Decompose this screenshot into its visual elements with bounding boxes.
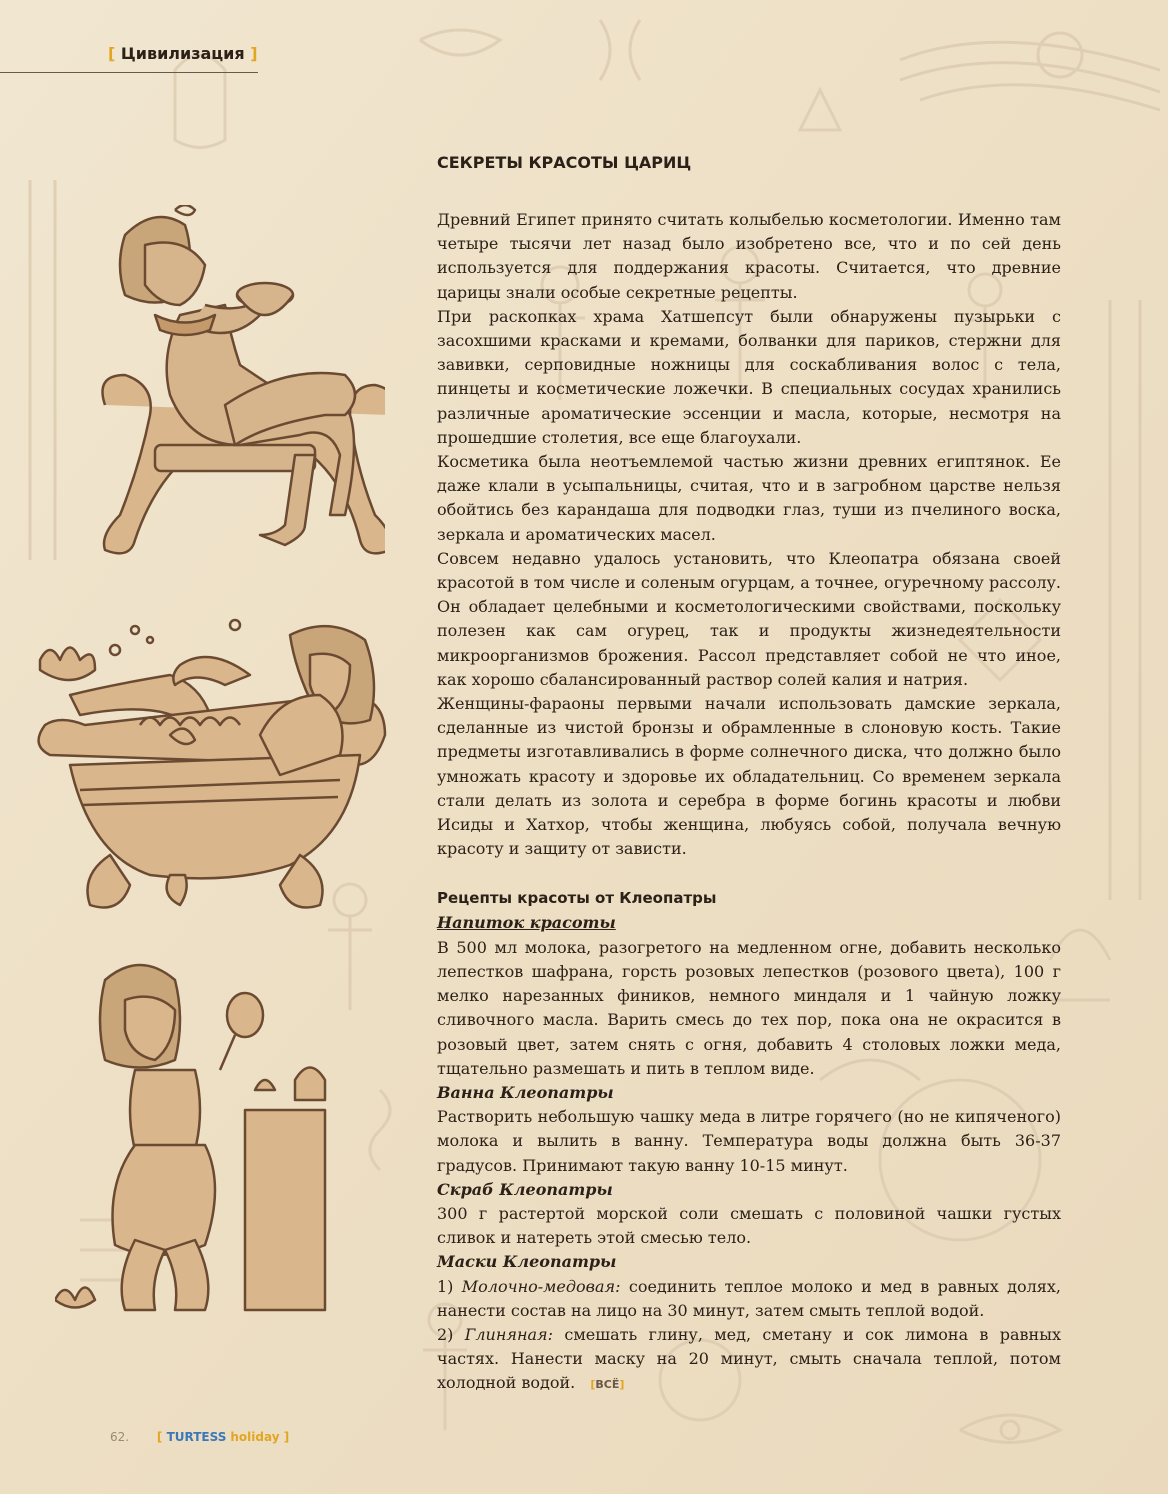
scrub-heading: Скраб Клеопатры [437,1179,613,1199]
mask-1-number: 1) [437,1276,454,1296]
paragraph: Совсем недавно удалось установить, что Клеопатра обязана своей красотой в том числе и соленым огурцам, а точнее, огуречному рассолу. Он обладает целебными и косметологическими свойствами, поскольку полезен как сам огурец, так и продукты жизнедеятельности микроорганизмов брожения. Рассол представляет собой не что иное, как хорошо сбалансированный раствор солей калия и натрия. [437,548,1061,689]
mask-2-number: 2) [437,1324,454,1344]
mask-1-name: Молочно-медовая: [461,1276,621,1296]
mask-2-name: Глиняная: [464,1324,554,1344]
magazine-brand: [ TURTESS holiday ] [156,1430,290,1444]
page-number: 62. [110,1430,130,1444]
section-label: Цивилизация [120,44,245,63]
masks-heading: Маски Клеопатры [437,1252,617,1272]
scrub-text: 300 г растертой морской соли смешать с половиной чашки густых сливок и натереть этой смесью тело. [437,1203,1061,1248]
brand-name-b: holiday [230,1430,280,1444]
mask-1 [437,1275,1061,1323]
brand-name-a: TURTESS [166,1430,227,1444]
illustration-woman-in-bath [20,615,405,925]
bath-text: Растворить небольшую чашку меда в литре горячего (но не кипяченого) молока и вылить в ванну. Температура воды должна быть 36-37 градусов. Принимают такую ванну 10-15 минут. [437,1107,1061,1175]
mask-1-text: соединить теплое молоко и мед в равных долях, нанести состав на лицо на 30 минут, затем смыть теплой водой. [437,1276,1062,1320]
mask-2 [437,1323,1061,1398]
paragraph: Древний Египет принято считать колыбелью косметологии. Именно там четыре тысячи лет назад было изобретено все, что и по сей день используется для поддержания красоты. Считается, что древние царицы знали особые секретные рецепты. [437,210,1061,302]
illustration-woman-with-bowl [85,205,385,570]
illustration-woman-with-mirror [55,960,355,1325]
paragraph: При раскопках храма Хатшепсут были обнаружены пузырьки с засохшими красками и кремами, болванки для париков, стержни для завивки, серповидные ножницы для соскабливания волос с тела, пинцеты и косметические ложечки. В специальных сосудах хранились различные ароматические эссенции и масла, которые, несмотря на прошедшие столетия, все еще благоухали. [437,306,1061,447]
page-footer [110,1430,289,1450]
bath-heading: Ванна Клеопатры [437,1082,614,1102]
mask-2-text: смешать глину, мед, сметану и сок лимона в равных частях. Нанести маску на 20 минут, смыть сначала теплой, потом холодной водой. [437,1324,1061,1393]
paragraph: Женщины-фараоны первыми начали использовать дамские зеркала, сделанные из чистой бронзы и обрамленные в слоновую кость. Такие предметы изготавливались в форме солнечного диска, что должно было умножать красоту и здоровье их обладательниц. Со временем зеркала стали делать из золота и серебра в форме богинь красоты и любви Исиды и Хатхор, чтобы женщина, любуясь собой, получала вечную красоту и защиту от зависти. [437,694,1061,859]
paragraph: Косметика была неотъемлемой частью жизни древних египтянок. Ее даже клали в усыпальницы, считая, что и в загробном царстве нельзя обойтись без карандаша для подводки глаз, туши из пчелиного воска, зеркала и ароматических масел. [437,452,1061,544]
drink-text: В 500 мл молока, разогретого на медленном огне, добавить несколько лепестков шафрана, горсть розовых лепестков (розового цвета), 100 г мелко нарезанных фиников, немного миндаля и 1 чайную ложку сливочного масла. Варить смесь до тех пор, пока она не окрасится в розовый цвет, затем снять с огня, добавить 4 столовых ложки меда, тщательно размешать и пить в теплом виде. [437,937,1061,1078]
end-mark: [ВСЁ] [590,1378,625,1392]
recipes-title: Рецепты красоты от Клеопатры [437,889,717,908]
section-header: [ Цивилизация ] [0,40,258,73]
article-title: СЕКРЕТЫ КРАСОТЫ ЦАРИЦ [437,153,692,172]
article [437,150,1061,1398]
drink-heading: Напиток красоты [437,913,616,933]
